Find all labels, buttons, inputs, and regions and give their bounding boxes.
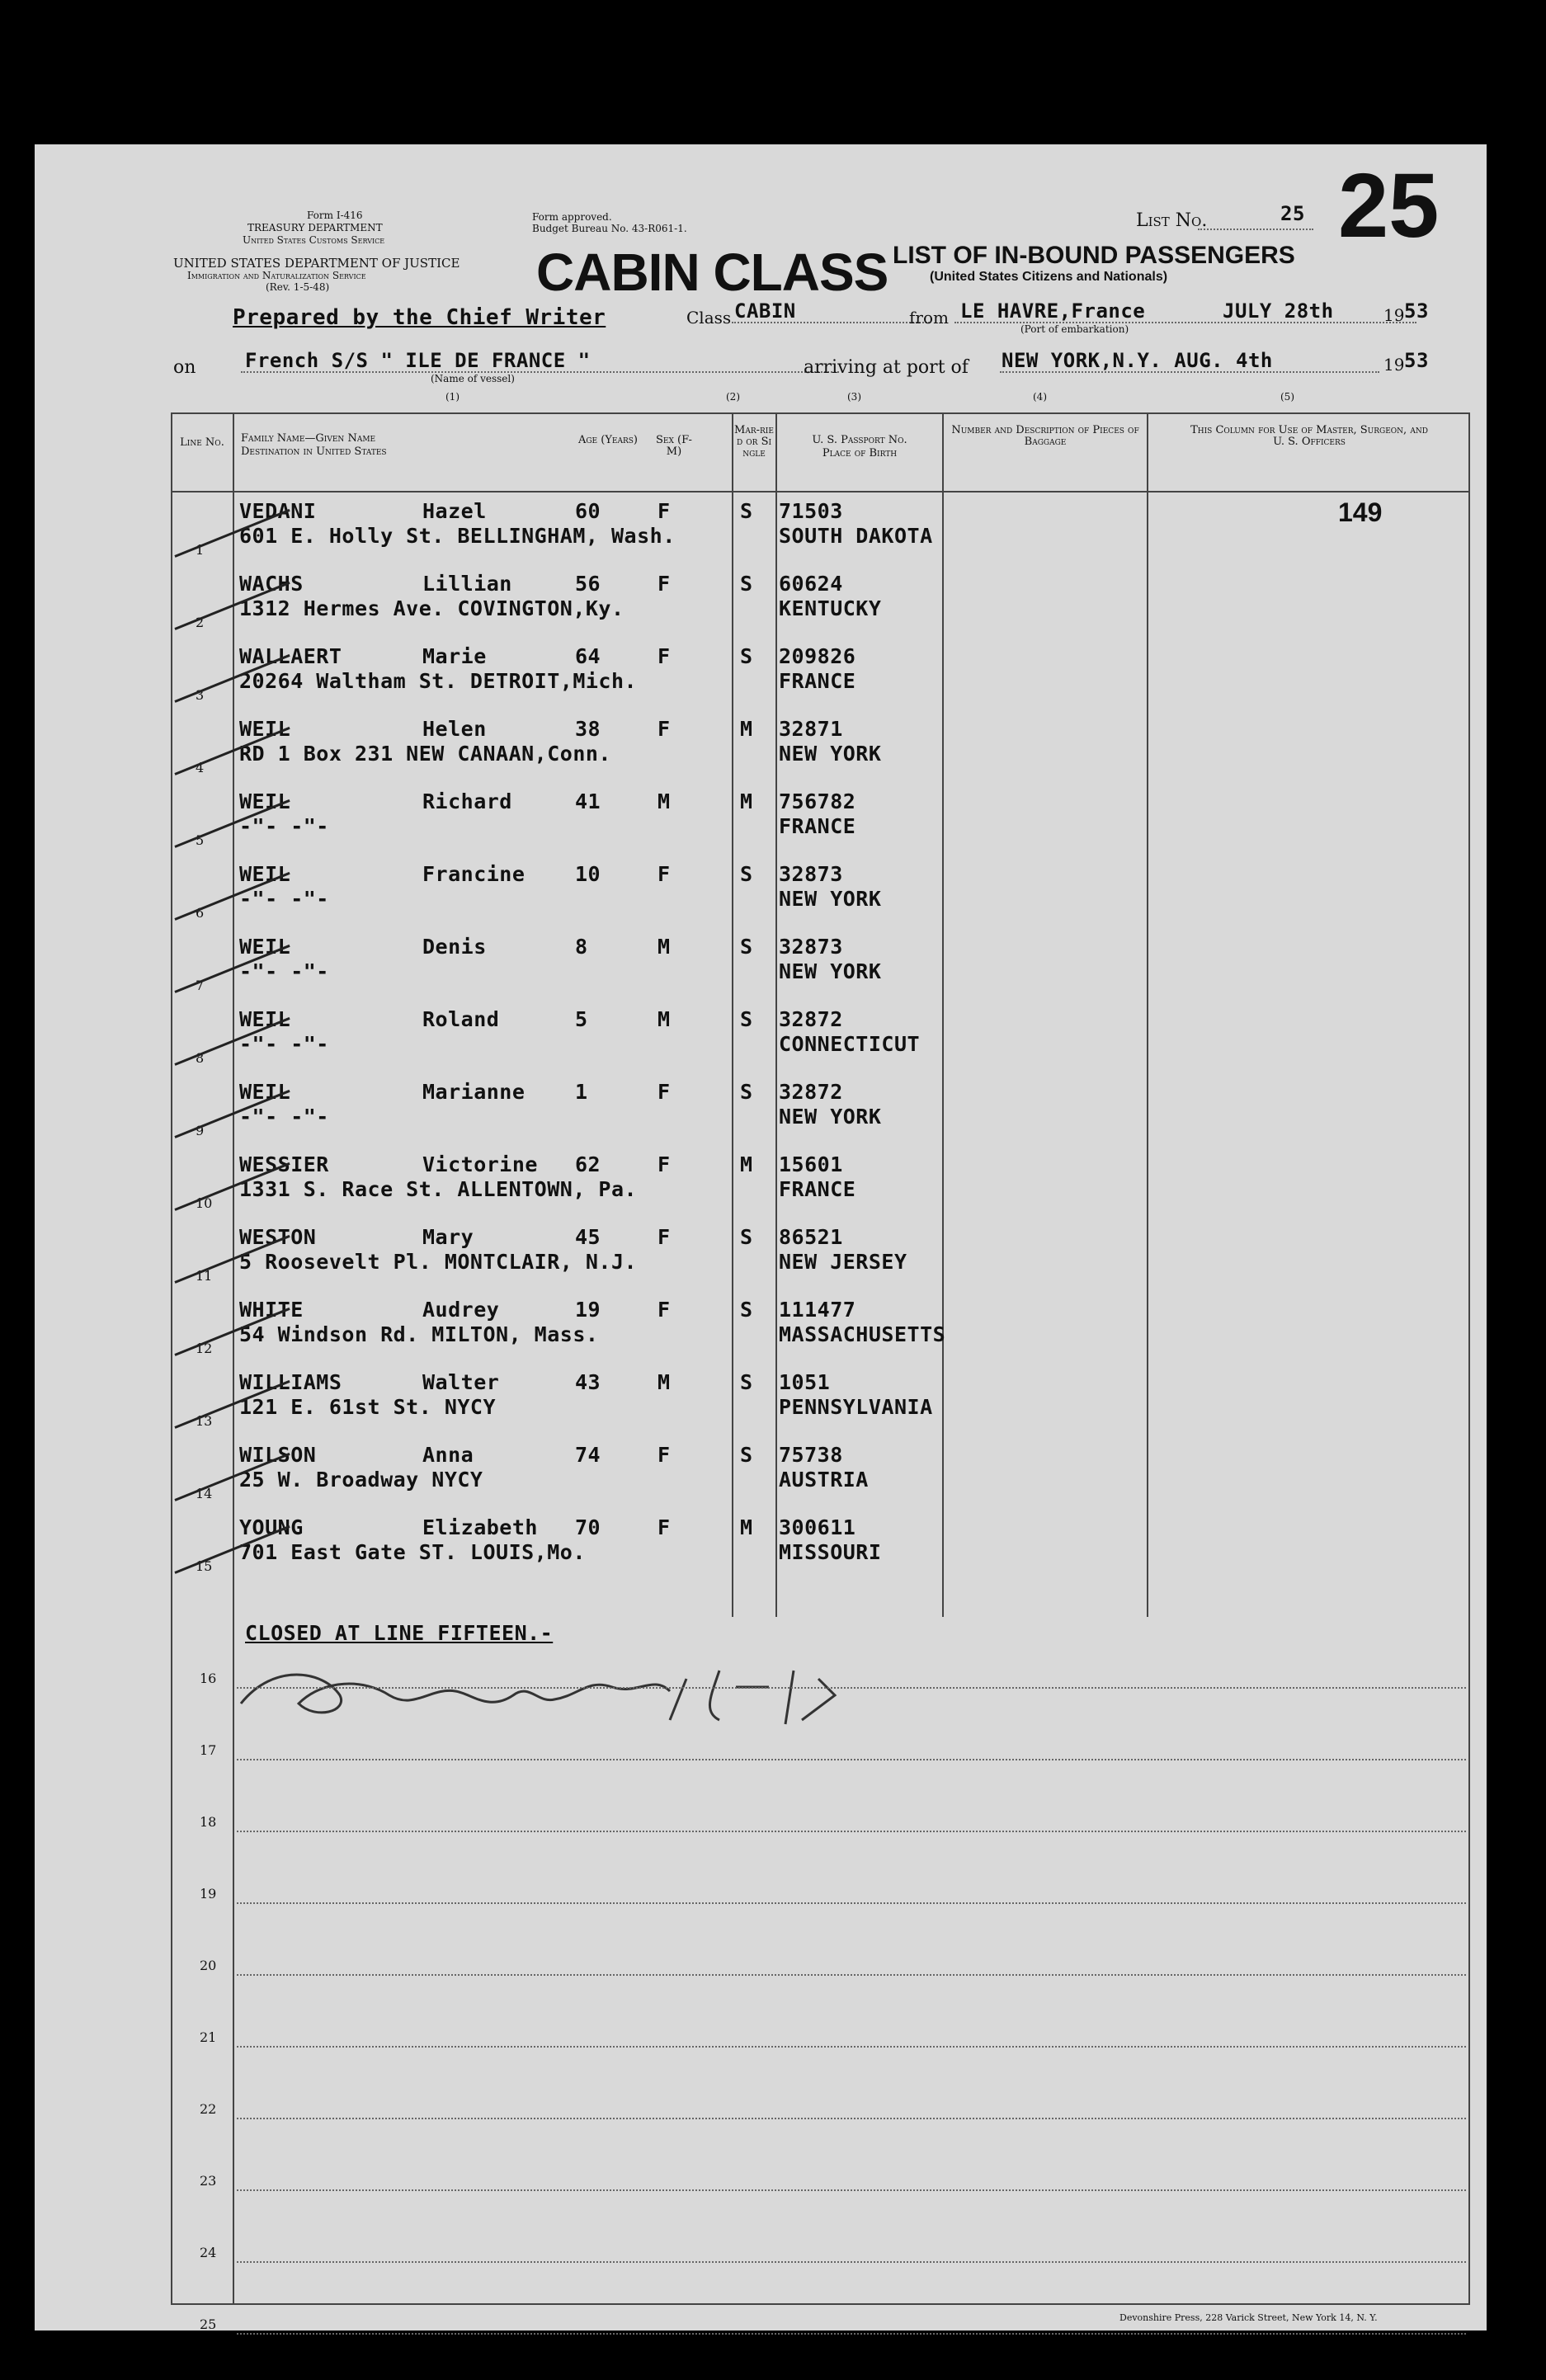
list-no-stamp: 25 [1338, 155, 1440, 257]
line-number: 15 [196, 1558, 213, 1574]
empty-line-rule [237, 2333, 1466, 2335]
destination: 1331 S. Race St. ALLENTOWN, Pa. [239, 1177, 638, 1201]
line-number: 10 [196, 1195, 213, 1211]
place-of-birth: MASSACHUSETTS [779, 1322, 946, 1346]
sex: F [658, 1443, 671, 1467]
marital-status: S [740, 572, 753, 596]
empty-line-rule [237, 2046, 1466, 2048]
justice-label: UNITED STATES DEPARTMENT OF JUSTICE [173, 256, 460, 271]
age: 64 [575, 644, 601, 668]
sex: F [658, 1515, 671, 1539]
header-birthplace: Place of Birth [822, 447, 898, 460]
family-name: WACHS [239, 572, 304, 596]
passport-number: 1051 [779, 1370, 831, 1394]
passport-number: 15601 [779, 1152, 843, 1176]
sex: F [658, 499, 671, 523]
printer-footer: Devonshire Press, 228 Varick Street, New York 14, N. Y. [1119, 2312, 1378, 2323]
place-of-birth: FRANCE [779, 814, 856, 838]
marital-status: M [740, 789, 753, 813]
marital-status: S [740, 935, 753, 959]
line-number: 8 [196, 1050, 205, 1066]
destination: 601 E. Holly St. BELLINGHAM, Wash. [239, 524, 676, 548]
line-number: 4 [196, 760, 205, 775]
passport-number: 32871 [779, 717, 843, 741]
table-row [35, 644, 1470, 717]
family-name: WEIL [239, 935, 291, 959]
embark-date: JULY 28th [1223, 299, 1334, 323]
line-number: 12 [196, 1341, 213, 1356]
given-name: Francine [422, 862, 526, 886]
rev-label: (Rev. 1-5-48) [266, 281, 330, 293]
given-name: Denis [422, 935, 487, 959]
table-row [35, 1515, 1470, 1588]
from-label: from [909, 308, 949, 328]
empty-line-number: 18 [200, 1814, 217, 1830]
given-name: Elizabeth [422, 1515, 538, 1539]
empty-line-rule [237, 2189, 1466, 2191]
list-no-label: List No. [1136, 210, 1208, 231]
passport-number: 111477 [779, 1298, 856, 1322]
destination: 701 East Gate ST. LOUIS,Mo. [239, 1540, 586, 1564]
col-num-1: (1) [445, 391, 460, 403]
family-name: WEIL [239, 1007, 291, 1031]
place-of-birth: AUSTRIA [779, 1468, 869, 1492]
table-row [35, 789, 1470, 862]
age: 56 [575, 572, 601, 596]
class-label: Class [686, 308, 732, 328]
given-name: Audrey [422, 1298, 500, 1322]
header-age: Age (Years) [577, 434, 639, 446]
sex: F [658, 1225, 671, 1249]
table-row [35, 572, 1470, 644]
treasury-label: TREASURY DEPARTMENT [247, 222, 383, 233]
place-of-birth: KENTUCKY [779, 596, 882, 620]
age: 8 [575, 935, 588, 959]
empty-line-number: 22 [200, 2101, 217, 2117]
cabin-class-stamp: CABIN CLASS [536, 243, 888, 302]
age: 60 [575, 499, 601, 523]
empty-line-number: 20 [200, 1958, 217, 1973]
passport-number: 32873 [779, 935, 843, 959]
sex: F [658, 862, 671, 886]
given-name: Anna [422, 1443, 474, 1467]
destination: -"- -"- [239, 959, 329, 983]
list-no-typed: 25 [1280, 202, 1305, 225]
marital-status: S [740, 1370, 753, 1394]
line-number: 11 [196, 1268, 213, 1284]
place-of-birth: NEW JERSEY [779, 1250, 907, 1274]
sex: M [658, 1370, 671, 1394]
destination: -"- -"- [239, 814, 329, 838]
list-subtitle: (United States Citizens and Nationals) [930, 270, 1168, 284]
arrival-port-date: NEW YORK,N.Y. AUG. 4th [1002, 349, 1273, 372]
empty-line-number: 25 [200, 2316, 217, 2332]
place-of-birth: FRANCE [779, 669, 856, 693]
port-of-embarkation: LE HAVRE,France [960, 299, 1146, 323]
destination: -"- -"- [239, 1032, 329, 1056]
passport-number: 75738 [779, 1443, 843, 1467]
line-number: 6 [196, 905, 205, 921]
header-sex: Sex (F-M) [656, 434, 692, 458]
table-row [35, 1298, 1470, 1370]
marital-status: S [740, 1443, 753, 1467]
col-num-5: (5) [1280, 391, 1294, 403]
empty-line-rule [237, 1687, 1466, 1689]
closed-at-line-text: CLOSED AT LINE FIFTEEN.- [245, 1621, 554, 1645]
given-name: Mary [422, 1225, 474, 1249]
place-of-birth: CONNECTICUT [779, 1032, 921, 1056]
sex: F [658, 1152, 671, 1176]
sex: M [658, 935, 671, 959]
family-name: WILSON [239, 1443, 317, 1467]
header-passport: U. S. Passport No. [812, 434, 907, 446]
marital-status: M [740, 717, 753, 741]
place-of-birth: NEW YORK [779, 742, 882, 766]
line-number: 9 [196, 1123, 205, 1138]
passport-number: 300611 [779, 1515, 856, 1539]
form-number: Form I-416 [307, 210, 363, 221]
sex: F [658, 1298, 671, 1322]
line-number: 3 [196, 687, 205, 703]
empty-line-number: 17 [200, 1742, 217, 1758]
header-officers: This Column for Use of Master, Surgeon, and U. S. Officers [1190, 424, 1428, 448]
officer-note-number: 149 [1338, 497, 1383, 527]
list-title: LIST OF IN-BOUND PASSENGERS [893, 242, 1295, 269]
vessel-name: French S/S " ILE DE FRANCE " [245, 349, 591, 372]
destination: 20264 Waltham St. DETROIT,Mich. [239, 669, 638, 693]
table-row [35, 1080, 1470, 1152]
empty-line-rule [237, 2261, 1466, 2263]
age: 10 [575, 862, 601, 886]
passport-number: 86521 [779, 1225, 843, 1249]
marital-status: M [740, 1515, 753, 1539]
arrival-year-prefix: 19 [1383, 355, 1405, 375]
family-name: VEDANI [239, 499, 317, 523]
header-destination: Destination in United States [241, 445, 387, 458]
marital-status: S [740, 499, 753, 523]
passport-number: 209826 [779, 644, 856, 668]
table-row [35, 862, 1470, 935]
sex: F [658, 644, 671, 668]
table-row [35, 935, 1470, 1007]
customs-label: United States Customs Service [243, 234, 385, 246]
empty-line-number: 19 [200, 1886, 217, 1902]
sex: M [658, 789, 671, 813]
empty-line-rule [237, 1759, 1466, 1760]
line-number: 5 [196, 832, 205, 848]
line-number: 2 [196, 615, 205, 630]
budget-bureau: Budget Bureau No. 43-R061-1. [532, 223, 687, 234]
col-num-2: (2) [726, 391, 740, 403]
col-num-4: (4) [1033, 391, 1047, 403]
given-name: Helen [422, 717, 487, 741]
ins-label: Immigration and Naturalization Service [187, 270, 366, 281]
given-name: Walter [422, 1370, 500, 1394]
empty-line-number: 21 [200, 2029, 217, 2045]
marital-status: S [740, 644, 753, 668]
sex: F [658, 572, 671, 596]
empty-line-rule [237, 1831, 1466, 1832]
family-name: WEIL [239, 789, 291, 813]
place-of-birth: PENNSYLVANIA [779, 1395, 933, 1419]
place-of-birth: NEW YORK [779, 1105, 882, 1129]
header-married: Mar-ried or Single [734, 424, 774, 460]
passport-number: 60624 [779, 572, 843, 596]
empty-line-rule [237, 1974, 1466, 1976]
marital-status: S [740, 862, 753, 886]
empty-line-rule [237, 2118, 1466, 2119]
given-name: Hazel [422, 499, 487, 523]
given-name: Richard [422, 789, 512, 813]
arriving-label: arriving at port of [804, 357, 969, 378]
table-row [35, 1225, 1470, 1298]
passport-number: 71503 [779, 499, 843, 523]
age: 74 [575, 1443, 601, 1467]
year-prefix: 19 [1383, 305, 1405, 325]
family-name: WEIL [239, 1080, 291, 1104]
age: 41 [575, 789, 601, 813]
line-number: 14 [196, 1486, 213, 1501]
family-name: WESSIER [239, 1152, 329, 1176]
destination: 25 W. Broadway NYCY [239, 1468, 483, 1492]
prepared-by: Prepared by the Chief Writer [233, 305, 606, 330]
age: 43 [575, 1370, 601, 1394]
destination: 121 E. 61st St. NYCY [239, 1395, 497, 1419]
manifest-page [35, 144, 1487, 2331]
empty-line-rule [237, 1902, 1466, 1904]
passport-number: 32872 [779, 1007, 843, 1031]
given-name: Roland [422, 1007, 500, 1031]
marital-status: S [740, 1225, 753, 1249]
on-label: on [173, 357, 196, 378]
empty-line-number: 23 [200, 2173, 217, 2189]
table-row [35, 717, 1470, 789]
table-row [35, 1152, 1470, 1225]
inspector-signature [224, 1646, 934, 1737]
family-name: WALLAERT [239, 644, 342, 668]
destination: 5 Roosevelt Pl. MONTCLAIR, N.J. [239, 1250, 638, 1274]
line-number: 13 [196, 1413, 213, 1429]
empty-line-number: 16 [200, 1671, 217, 1686]
family-name: WILLIAMS [239, 1370, 342, 1394]
marital-status: S [740, 1007, 753, 1031]
destination: 1312 Hermes Ave. COVINGTON,Ky. [239, 596, 625, 620]
family-name: WEIL [239, 862, 291, 886]
age: 62 [575, 1152, 601, 1176]
age: 19 [575, 1298, 601, 1322]
vessel-note: (Name of vessel) [431, 373, 515, 384]
form-approved: Form approved. [532, 211, 612, 223]
class-value: CABIN [734, 299, 796, 323]
family-name: WESTON [239, 1225, 317, 1249]
passport-number: 756782 [779, 789, 856, 813]
marital-status: S [740, 1080, 753, 1104]
destination: RD 1 Box 231 NEW CANAAN,Conn. [239, 742, 611, 766]
port-embark-note: (Port of embarkation) [1020, 323, 1129, 335]
marital-status: S [740, 1298, 753, 1322]
empty-line-number: 24 [200, 2245, 217, 2260]
col-num-3: (3) [847, 391, 861, 403]
destination: -"- -"- [239, 887, 329, 911]
place-of-birth: FRANCE [779, 1177, 856, 1201]
table-row [35, 1443, 1470, 1515]
header-name: Family Name—Given Name [241, 432, 376, 445]
destination: 54 Windson Rd. MILTON, Mass. [239, 1322, 599, 1346]
place-of-birth: MISSOURI [779, 1540, 882, 1564]
place-of-birth: NEW YORK [779, 887, 882, 911]
year-value: 53 [1404, 299, 1429, 323]
line-number: 1 [196, 542, 205, 558]
family-name: WEIL [239, 717, 291, 741]
place-of-birth: NEW YORK [779, 959, 882, 983]
given-name: Victorine [422, 1152, 538, 1176]
family-name: YOUNG [239, 1515, 304, 1539]
sex: F [658, 717, 671, 741]
header-baggage: Number and Description of Pieces of Baggage [951, 424, 1139, 448]
given-name: Marianne [422, 1080, 526, 1104]
age: 5 [575, 1007, 588, 1031]
arrival-year: 53 [1404, 349, 1429, 372]
given-name: Marie [422, 644, 487, 668]
line-number: 7 [196, 978, 205, 993]
marital-status: M [740, 1152, 753, 1176]
destination: -"- -"- [239, 1105, 329, 1129]
table-row [35, 499, 1470, 572]
age: 45 [575, 1225, 601, 1249]
passport-number: 32873 [779, 862, 843, 886]
sex: F [658, 1080, 671, 1104]
header-line-no: Line No. [180, 436, 224, 449]
family-name: WHITE [239, 1298, 304, 1322]
age: 38 [575, 717, 601, 741]
place-of-birth: SOUTH DAKOTA [779, 524, 933, 548]
table-row [35, 1370, 1470, 1443]
passport-number: 32872 [779, 1080, 843, 1104]
age: 70 [575, 1515, 601, 1539]
given-name: Lillian [422, 572, 512, 596]
table-row [35, 1007, 1470, 1080]
sex: M [658, 1007, 671, 1031]
age: 1 [575, 1080, 588, 1104]
